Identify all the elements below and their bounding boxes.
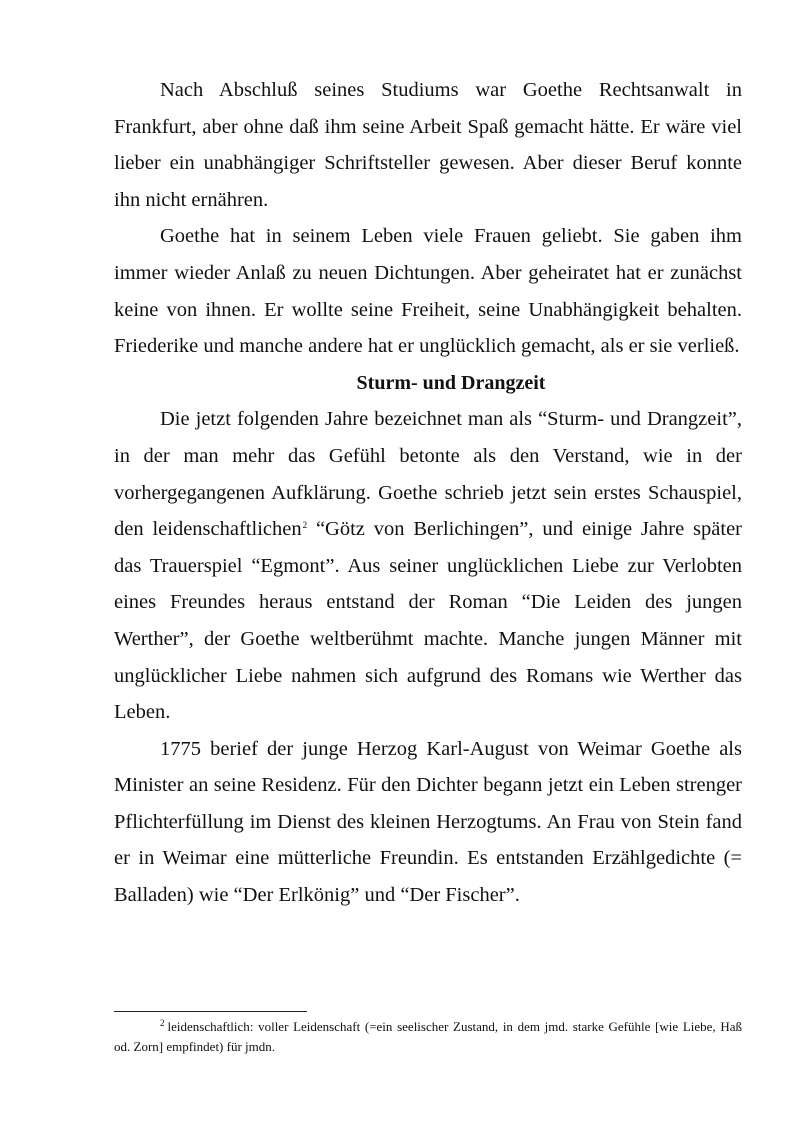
- paragraph-women: Goethe hat in seinem Leben viele Frauen geliebt. Sie gaben ihm immer wieder Anlaß zu neuen Dichtungen. Aber geheiratet hat er zunächst keine von ihnen. Er wollte seine Freiheit, seine Unabhängigkeit behalten. Friederike und manche andere hat er unglücklich gemacht, als er sie verließ.: [114, 225, 742, 358]
- footnote-reference[interactable]: 2: [302, 520, 308, 531]
- footnote-separator: [114, 1011, 307, 1012]
- document-body: [114, 72, 742, 914]
- paragraph-text-part: “Götz von Berlichingen”, und einige Jahre später das Trauerspiel “Egmont”. Aus seiner unglücklichen Liebe zur Verlobten eines Freundes heraus entstand der Roman “Die Leiden des jungen Werther”, der Goethe weltberühmt machte. Manche jungen Männer mit unglücklicher Liebe nahmen sich aufgrund des Romans wie Werther das Leben.: [114, 518, 742, 724]
- paragraph-text-part: Die jetzt folgenden Jahre bezeichnet man als “Sturm- und Drangzeit”, in der man mehr das Gefühl betonte als den Verstand, wie in der vorhergegangenen Aufklärung. Goethe schrieb jetzt sein erstes Schauspiel, den leidenschaftlichen: [114, 408, 742, 541]
- footnote: [114, 1017, 742, 1057]
- paragraph-studies: Nach Abschluß seines Studiums war Goethe Rechtsanwalt in Frankfurt, aber ohne daß ihm seine Arbeit Spaß gemacht hätte. Er wäre viel lieber ein unabhängiger Schriftsteller gewesen. Aber dieser Beruf konnte ihn nicht ernähren.: [114, 79, 742, 211]
- paragraph-weimar: 1775 berief der junge Herzog Karl-August von Weimar Goethe als Minister an seine Residenz. Für den Dichter begann jetzt ein Leben strenger Pflichterfüllung im Dienst des kleinen Herzogtums. An Frau von Stein fand er in Weimar eine mütterliche Freundin. Es entstanden Erzählgedichte (= Balladen) wie “Der Erlkönig” und “Der Fischer”.: [114, 737, 742, 907]
- section-heading: Sturm- und Drangzeit: [356, 371, 546, 394]
- footnote-text: leidenschaftlich: voller Leidenschaft (=ein seelischer Zustand, in dem jmd. starke Gefühle [wie Liebe, Haß od. Zorn] empfindet) für jmdn.: [114, 1019, 742, 1054]
- footnote-mark: 2: [160, 1018, 165, 1028]
- paragraph-sturm-und-drang: [114, 401, 742, 730]
